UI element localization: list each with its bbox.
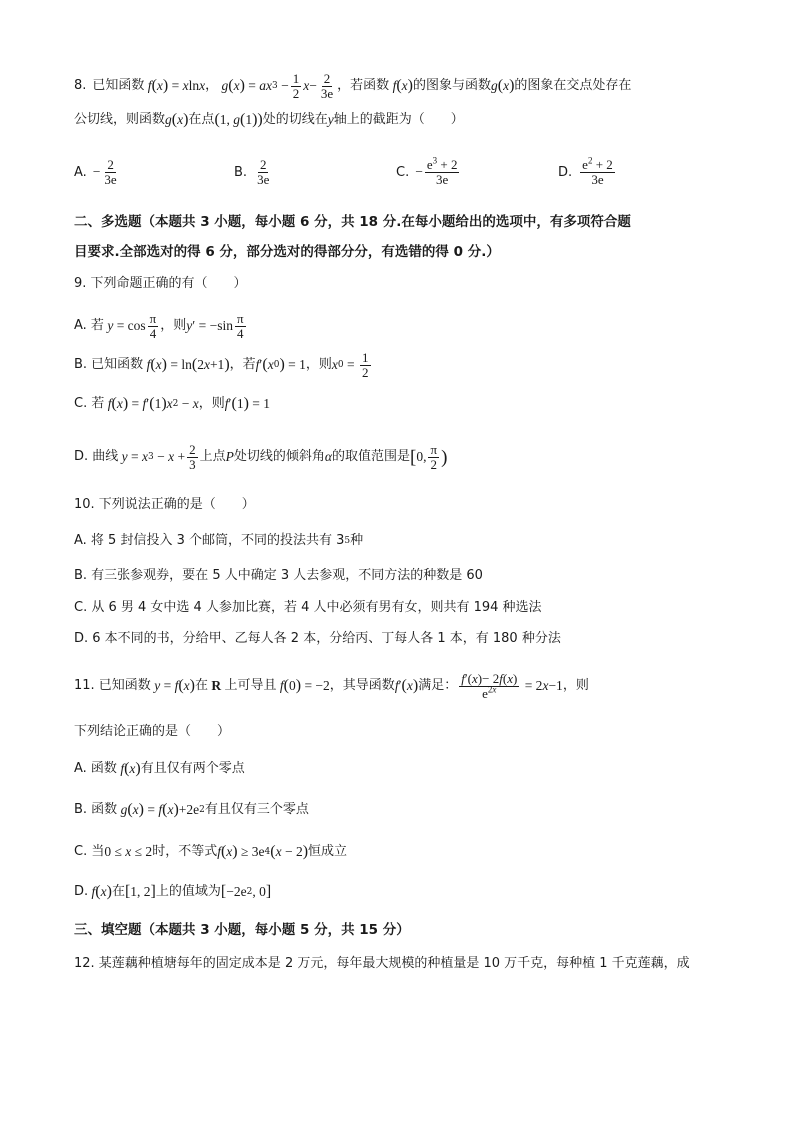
q8-option-c: C. − $\frac{e^3 + 2}{3e}$	[396, 155, 458, 187]
q9-option-c: C. 若 f ( x ) = f ′ ( 1 ) x 2 − x ，则 f ′ ( 1 ) = 1	[74, 395, 271, 413]
q11-option-b: B. 函数 g ( x ) = f ( x ) +2e 2 有且仅有三个零点	[74, 801, 309, 819]
q11-stem-2: 下列结论正确的是（ ）	[74, 724, 231, 739]
q8-option-d: D. $\frac{e^2 + 2}{3e}$	[558, 155, 613, 187]
section-2-heading: 二、多选题（本题共 3 小题，每小题 6 分，共 18 分.在每小题给出的选项中，有多项符合题	[74, 214, 631, 230]
q9-option-b: B. 已知函数 f ( x ) = ln ( 2 x +1 ) ，若 f ′ ( x 0 ) = 1 ，则 x 0 = $\frac{1}{2}$	[74, 350, 369, 380]
q10-option-d: D. 6 本不同的书，分给甲、乙每人各 2 本，分给丙、丁每人各 1 本，有 180 种分法	[74, 631, 561, 646]
q9-option-a: A. 若 y = cos $\frac{\pi}{4}$ ，则 y ′ = −sin $\frac{\pi}{4}$	[74, 311, 244, 341]
q8-option-b: B. $\frac{2}{3e}$	[234, 157, 270, 187]
q10-option-a: A. 将 5 封信投入 3 个邮筒，不同的投法共有 3 5 种	[74, 533, 364, 548]
q12-stem: 12. 某莲藕种植塘每年的固定成本是 2 万元，每年最大规模的种植量是 10 万千克，每种植 1 千克莲藕，成	[74, 956, 690, 971]
q11-option-a: A. 函数 f ( x ) 有且仅有两个零点	[74, 760, 245, 778]
q10-stem: 10. 下列说法正确的是（ ）	[74, 497, 255, 512]
q9-stem: 9. 下列命题正确的有（ ）	[74, 276, 247, 291]
section-2-heading-cont: 目要求.全部选对的得 6 分，部分选对的得部分分，有选错的得 0 分.）	[74, 244, 500, 260]
q9-option-d: D. 曲线 y = x 3 − x + $\frac{2}{3}$ 上点 P 处切线的倾斜角 α 的取值范围是 [ 0, $\frac{\pi}{2}$ )	[74, 442, 448, 472]
q11-line-1: 11. 已知函数 y = f ( x ) 在 R 上可导且 f ( 0 ) = −2 ，其导函数 f ′ ( x ) 满足： $\frac{f'(x)- 2f(x)}{e^{2x}}$ = 2 x −1 ，则	[74, 671, 589, 701]
section-3-heading: 三、填空题（本题共 3 小题，每小题 5 分，共 15 分）	[74, 922, 410, 938]
q8-number: 8.	[74, 78, 87, 94]
q10-option-c: C. 从 6 男 4 女中选 4 人参加比赛，若 4 人中必须有男有女，则共有 194 种选法	[74, 600, 542, 615]
q8-line-1: 8. 已知函数 f ( x ) = x ln x ， g ( x ) = ax 3 − $\frac{1}{2}$ x − $\frac{2}{3e}$ ，若函数 f ( x ) 的图象与函数 g ( x ) 的图象在交点处存在	[74, 71, 632, 101]
q11-option-d: D. f ( x ) 在 [ 1, 2 ] 上的值域为 [ −2e 2 , 0 ]	[74, 883, 272, 901]
q11-option-c: C. 当 0 ≤ x ≤ 2 时，不等式 f ( x ) ≥ 3e 4 ( x − 2 ) 恒成立	[74, 843, 348, 861]
q8-option-a: A. − $\frac{2}{3e}$	[74, 157, 117, 187]
q10-option-b: B. 有三张参观券，要在 5 人中确定 3 人去参观，不同方法的种数是 60	[74, 568, 483, 583]
q8-line-2: 公切线，则函数 g ( x ) 在点 ( 1, g ( 1 ) ) 处的切线在 y 轴上的截距为（ ）	[74, 111, 464, 129]
